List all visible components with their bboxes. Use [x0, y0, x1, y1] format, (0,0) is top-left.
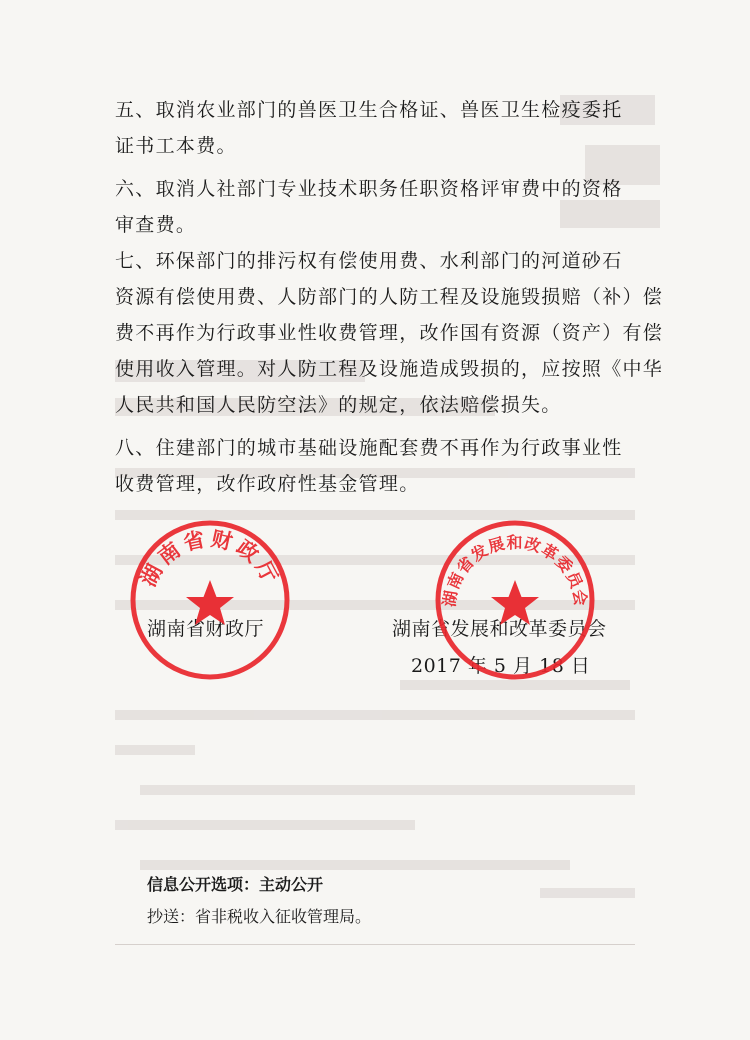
footer-divider — [115, 944, 635, 945]
disclosure-option: 信息公开选项：主动公开 — [147, 875, 324, 894]
paragraph-5-line-2: 证书工本费。 — [115, 135, 237, 157]
paragraph-7-line-5: 人民共和国人民防空法》的规定，依法赔偿损失。 — [115, 394, 562, 416]
paragraph-7-line-2: 资源有偿使用费、人防部门的人防工程及设施毁损赔（补）偿 — [115, 286, 664, 308]
signature-date: 2017 年 5 月 18 日 — [411, 655, 591, 677]
paragraph-6-line-1: 六、取消人社部门专业技术职务任职资格评审费中的资格 — [115, 178, 623, 200]
paragraph-7-line-4: 使用收入管理。对人防工程及设施造成毁损的，应按照《中华 — [115, 358, 664, 380]
seal-right-stamp — [433, 518, 597, 682]
paragraph-6-line-2: 审查费。 — [115, 214, 197, 236]
cc-recipients: 抄送：省非税收入征收管理局。 — [147, 907, 372, 926]
paragraph-8-line-1: 八、住建部门的城市基础设施配套费不再作为行政事业性 — [115, 437, 623, 459]
paragraph-7-line-1: 七、环保部门的排污权有偿使用费、水利部门的河道砂石 — [115, 250, 623, 272]
paragraph-7-line-3: 费不再作为行政事业性收费管理，改作国有资源（资产）有偿 — [115, 322, 664, 344]
svg-text:湖南省财政厅: 湖南省财政厅 — [135, 525, 285, 591]
seal-left-stamp — [128, 518, 292, 682]
paragraph-5-line-1: 五、取消农业部门的兽医卫生合格证、兽医卫生检疫委托 — [115, 99, 623, 121]
signature-right: 湖南省发展和改革委员会 — [392, 618, 607, 640]
svg-text:湖南省发展和改革委员会: 湖南省发展和改革委员会 — [439, 532, 591, 608]
signature-left: 湖南省财政厅 — [147, 618, 265, 640]
paragraph-8-line-2: 收费管理，改作政府性基金管理。 — [115, 473, 420, 495]
